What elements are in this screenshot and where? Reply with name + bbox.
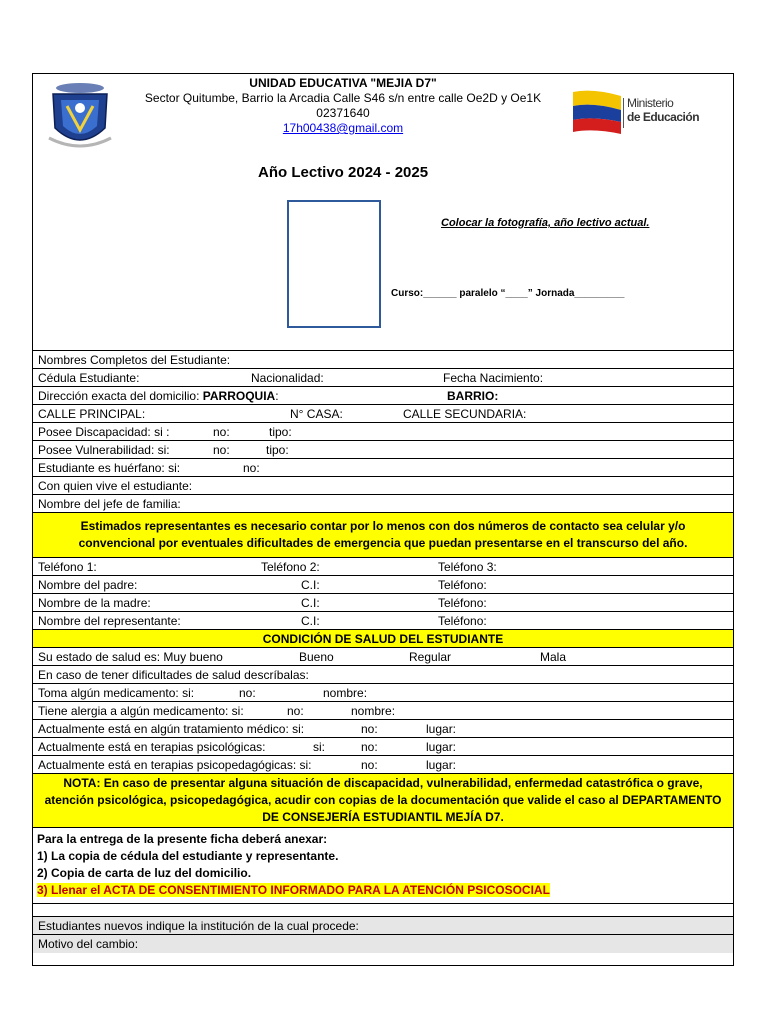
label: Con quien vive el estudiante: [38,479,193,493]
label: lugar: [426,722,457,736]
row-medication[interactable] [33,684,733,702]
school-email-link[interactable]: 17h00438@gmail.com [282,121,404,135]
label: lugar: [426,758,457,772]
enrollment-form [32,73,734,966]
attachments-intro: Para la entrega de la presente ficha deberá anexar: [37,832,328,846]
label: no: [361,740,378,754]
label: Mala [540,650,567,664]
row-disability[interactable] [33,423,733,441]
label: Estudiante es huérfano: si: [38,461,181,475]
row-student-name[interactable] [33,351,733,369]
label: Nombre de la madre: [38,596,151,610]
label: no: [243,461,260,475]
label: Actualmente está en terapias psicológicas: [38,740,266,754]
row-representative[interactable] [33,612,733,630]
row-new-students[interactable] [33,917,733,935]
label: Teléfono: [438,596,487,610]
label: no: [361,758,378,772]
course-line[interactable]: Curso:______ paralelo “____” Jornada_________ [391,288,625,299]
attachment-item-highlighted: 3) Llenar el ACTA DE CONSENTIMIENTO INFORMADO PARA LA ATENCIÓN PSICOSOCIAL [37,883,550,897]
label: Actualmente está en terapias psicopedagógicas: si: [38,758,312,772]
label: Teléfono 1: [38,560,97,574]
label: Nombre del representante: [38,614,181,628]
photo-box[interactable] [287,200,381,328]
ministry-label-bold: de Educación [627,110,700,124]
label: Teléfono 3: [438,560,497,574]
label: Cédula Estudiante: [38,371,140,385]
health-title: CONDICIÓN DE SALUD DEL ESTUDIANTE [33,630,733,648]
label: Teléfono: [438,578,487,592]
label: Regular [409,650,452,664]
row-student-id[interactable] [33,369,733,387]
label: C.I: [301,578,320,592]
label: CALLE PRINCIPAL: [38,407,146,421]
row-allergy[interactable] [33,702,733,720]
label: si: [313,740,325,754]
row-orphan[interactable] [33,459,733,477]
label: Nacionalidad: [251,371,324,385]
note-box: NOTA: En caso de presentar alguna situación de discapacidad, vulnerabilidad, enfermedad catastrófica o grave, atención psicológica, psicopedagógica, acudir con copias de la documentación que valide el caso al DEPARTAMENTO DE CONSEJERÍA ESTUDIANTIL MEJÍA D7. [33,774,733,828]
school-year-title: Año Lectivo 2024 - 2025 [258,164,429,181]
school-name: UNIDAD EDUCATIVA "MEJIA D7" [249,76,437,90]
label: CALLE SECUNDARIA: [403,407,527,421]
label: lugar: [426,740,457,754]
label: no: [213,443,230,457]
label: Teléfono: [438,614,487,628]
label: Actualmente está en algún tratamiento médico: si: [38,722,305,736]
contact-notice: Estimados representantes es necesario contar por lo menos con dos números de contacto sea celular y/o convencional por eventuales dificultades de emergencia que puedan presentarse en el transcurso del año. [33,513,733,558]
label: Posee Discapacidad: si : [38,425,170,439]
label: Tiene alergia a algún medicamento: si: [38,704,244,718]
label: Posee Vulnerabilidad: si: [38,443,170,457]
row-change-reason[interactable] [33,935,733,953]
label: Nombre del jefe de familia: [38,497,181,511]
row-health-describe[interactable] [33,666,733,684]
form-header [33,74,733,351]
label: nombre: [323,686,368,700]
label: Estudiantes nuevos indique la institución de la cual procede: [38,919,359,933]
row-mother[interactable] [33,594,733,612]
label: N° CASA: [290,407,343,421]
label: no: [361,722,378,736]
row-treatment[interactable] [33,720,733,738]
label: C.I: [301,596,320,610]
label: tipo: [266,443,289,457]
attachments-list [33,828,733,904]
school-phone: 02371640 [316,106,370,120]
label: Motivo del cambio: [38,937,139,951]
row-address[interactable] [33,387,733,405]
label: no: [213,425,230,439]
row-health-status[interactable] [33,648,733,666]
row-psych[interactable] [33,738,733,756]
label: Fecha Nacimiento: [443,371,544,385]
attachment-item: 1) La copia de cédula del estudiante y representante. [37,849,339,863]
label: Toma algún medicamento: si: [38,686,195,700]
label: Bueno [299,650,334,664]
ministry-label: Ministerio [627,96,674,110]
label: nombre: [351,704,396,718]
logo-divider [623,98,624,128]
photo-instruction: Colocar la fotografía, año lectivo actual. [441,217,650,229]
label: Nombres Completos del Estudiante: [38,353,231,367]
row-head-family[interactable] [33,495,733,513]
label: no: [287,704,304,718]
label: C.I: [301,614,320,628]
school-address: Sector Quitumbe, Barrio la Arcadia Calle S46 s/n entre calle Oe2D y Oe1K [144,91,542,105]
label: En caso de tener dificultades de salud descríbalas: [38,668,309,682]
label: BARRIO: [447,389,499,403]
label: Dirección exacta del domicilio: PARROQUIA: [38,389,279,403]
spacer-row [33,904,733,917]
attachment-item: 2) Copia de carta de luz del domicilio. [37,866,252,880]
label: no: [239,686,256,700]
school-info [133,76,553,136]
label: Nombre del padre: [38,578,138,592]
label: Teléfono 2: [261,560,320,574]
school-crest-icon [47,80,113,154]
row-lives-with[interactable] [33,477,733,495]
row-vulnerability[interactable] [33,441,733,459]
row-psychoped[interactable] [33,756,733,774]
label: tipo: [269,425,292,439]
ministry-logo [573,88,703,138]
ministry-flag-icon [573,88,623,138]
row-phones[interactable] [33,558,733,576]
row-streets[interactable] [33,405,733,423]
row-father[interactable] [33,576,733,594]
label: Su estado de salud es: Muy bueno [38,650,223,664]
